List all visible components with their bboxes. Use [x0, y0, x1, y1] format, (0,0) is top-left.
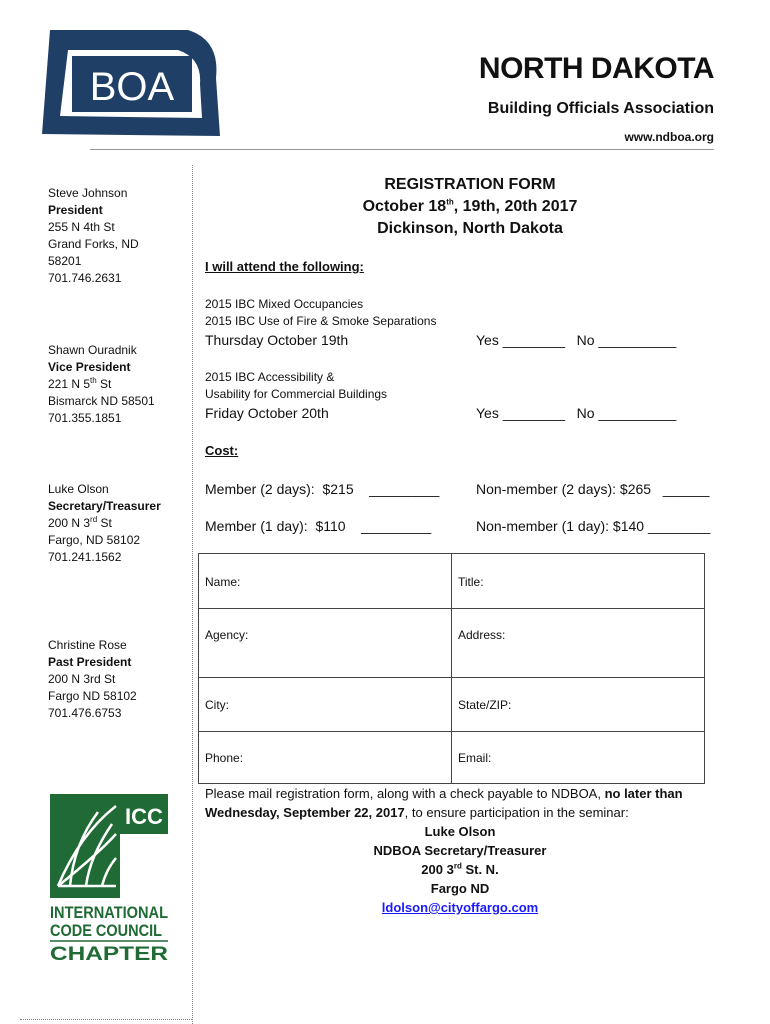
- form-dates: October 18th, 19th, 20th 2017: [362, 197, 578, 215]
- officer-name: Christine Rose: [48, 638, 127, 652]
- mail-email: [205, 898, 715, 917]
- officer-phone: 701.355.1851: [48, 411, 122, 425]
- form-title: REGISTRATION FORM: [384, 176, 556, 193]
- form-heading: [230, 174, 710, 240]
- officer-address: 58201: [48, 254, 82, 268]
- mailing-instructions: Please mail registration form, along with a check payable to NDBOA, no later than Wednesday, September 22, 2017, to ensure participation in the seminar:: [205, 786, 683, 820]
- session-title: 2015 IBC Mixed Occupancies: [205, 297, 364, 311]
- website-link[interactable]: www.ndboa.org: [624, 130, 714, 144]
- table-divider: [451, 554, 452, 783]
- officer-role: President: [48, 203, 103, 217]
- ndboa-logo: [38, 26, 222, 142]
- mail-recipient-name: Luke Olson: [424, 824, 496, 839]
- org-name: NORTH DAKOTA: [478, 52, 714, 85]
- header-divider: [90, 149, 714, 150]
- officer-address: Fargo ND 58102: [48, 689, 137, 703]
- deadline: no later than Wednesday, September 22, 2017: [205, 786, 683, 820]
- officer-address: 255 N 4th St: [48, 220, 115, 234]
- session-friday: [205, 369, 387, 403]
- officer-role: Secretary/Treasurer: [48, 499, 161, 513]
- agency-field[interactable]: Agency:: [205, 628, 249, 642]
- officer-address: Bismarck ND 58501: [48, 394, 155, 408]
- icc-chapter-logo: [50, 794, 169, 965]
- session-thursday: [205, 296, 436, 330]
- icc-line3: CHAPTER: [50, 944, 169, 965]
- footer-divider: [20, 1019, 192, 1020]
- name-field[interactable]: Name:: [205, 575, 241, 589]
- officer-address: 221 N 5th St: [48, 376, 112, 391]
- table-divider: [199, 731, 704, 732]
- mail-address: 200 3rd St. N.: [421, 861, 499, 877]
- officer-phone: 701.746.2631: [48, 271, 122, 285]
- session-day: Friday October 20th: [205, 405, 329, 421]
- logo-text: BOA: [89, 65, 175, 109]
- officer-name: Steve Johnson: [48, 186, 128, 200]
- officer-phone: 701.241.1562: [48, 550, 122, 564]
- state-zip-field[interactable]: State/ZIP:: [458, 698, 512, 712]
- session-title: 2015 IBC Use of Fire & Smoke Separations: [205, 314, 437, 328]
- fee-member-2-days[interactable]: Member (2 days): $215 _________: [205, 481, 440, 497]
- table-divider: [199, 677, 704, 678]
- form-location: Dickinson, North Dakota: [377, 220, 563, 237]
- officer-address: Grand Forks, ND: [48, 237, 139, 251]
- officer-address: 200 N 3rd St: [48, 672, 116, 686]
- mail-recipient-role: NDBOA Secretary/Treasurer: [373, 843, 547, 858]
- officer-past-president: [48, 637, 193, 722]
- address-field[interactable]: Address:: [458, 628, 506, 642]
- officer-phone: 701.476.6753: [48, 706, 122, 720]
- session-title: 2015 IBC Accessibility &: [205, 370, 335, 384]
- officer-address: Fargo, ND 58102: [48, 533, 141, 547]
- fee-nonmember-2-days[interactable]: Non-member (2 days): $265 ______: [476, 481, 710, 497]
- phone-field[interactable]: Phone:: [205, 751, 244, 765]
- cost-header: Cost:: [205, 443, 239, 458]
- attend-yes-no-field[interactable]: Yes ________ No __________: [476, 332, 677, 348]
- session-day: Thursday October 19th: [205, 332, 349, 348]
- attend-header: I will attend the following:: [205, 259, 364, 274]
- mail-city: Fargo ND: [430, 881, 490, 896]
- title-field[interactable]: Title:: [458, 575, 484, 589]
- fee-member-1-day[interactable]: Member (1 day): $110 _________: [205, 518, 432, 534]
- icc-abbrev: ICC: [125, 804, 163, 829]
- icc-line1: INTERNATIONAL: [50, 903, 168, 922]
- org-subtitle: Building Officials Association: [487, 100, 714, 117]
- icc-line2: CODE COUNCIL: [50, 921, 162, 940]
- session-title: Usability for Commercial Buildings: [205, 387, 388, 401]
- officer-role: Past President: [48, 655, 132, 669]
- officer-name: Luke Olson: [48, 482, 109, 496]
- fee-nonmember-1-day[interactable]: Non-member (1 day): $140 ________: [476, 518, 711, 534]
- officer-president: [48, 185, 193, 287]
- attendee-info-table: [198, 553, 705, 784]
- officer-vice-president: [48, 342, 193, 427]
- officer-role: Vice President: [48, 360, 131, 374]
- sidebar-divider: [192, 165, 193, 1024]
- attend-yes-no-field[interactable]: Yes ________ No __________: [476, 405, 677, 421]
- city-field[interactable]: City:: [205, 698, 229, 712]
- officer-secretary-treasurer: [48, 481, 193, 566]
- officer-address: 200 N 3rd St: [48, 515, 112, 530]
- officer-name: Shawn Ouradnik: [48, 343, 137, 357]
- table-divider: [199, 608, 704, 609]
- email-field[interactable]: Email:: [458, 751, 492, 765]
- email-link[interactable]: ldolson@cityoffargo.com: [381, 900, 539, 915]
